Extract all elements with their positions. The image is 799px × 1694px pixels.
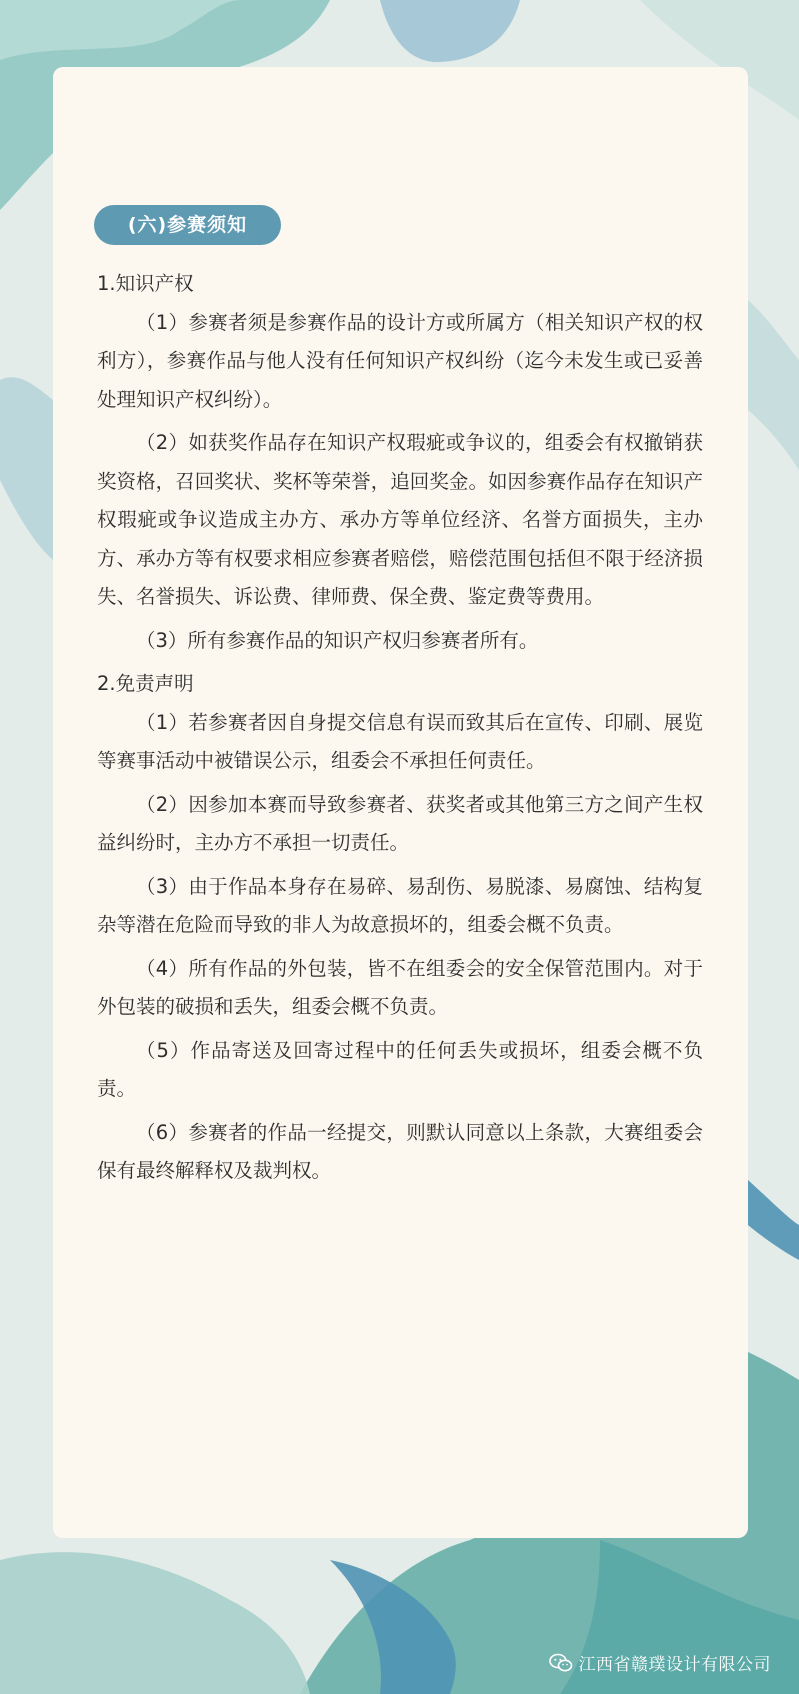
section-title-pill: (六)参赛须知: [94, 205, 281, 245]
section-heading: 2.免责声明: [97, 672, 194, 695]
paragraph: （3）由于作品本身存在易碎、易刮伤、易脱漆、易腐蚀、结构复杂等潜在危险而导致的非人为故意损坏的，组委会概不负责。: [97, 874, 703, 936]
paragraph: （5）作品寄送及回寄过程中的任何丢失或损坏，组委会概不负责。: [97, 1038, 703, 1100]
account-name: 江西省赣璞设计有限公司: [578, 1655, 771, 1675]
paragraph: （2）因参加本赛而导致参赛者、获奖者或其他第三方之间产生权益纠纷时，主办方不承担一切责任。: [97, 792, 703, 854]
wechat-icon: [549, 1653, 573, 1673]
paragraph: （4）所有作品的外包装，皆不在组委会的安全保管范围内。对于外包装的破损和丢失，组委会概不负责。: [97, 956, 703, 1018]
footer-watermark: [549, 1650, 772, 1675]
section-disclaimer: [97, 665, 703, 1191]
notice-content: [97, 265, 703, 1196]
paragraph: （1）参赛者须是参赛作品的设计方或所属方（相关知识产权的权利方），参赛作品与他人没有任何知识产权纠纷（迄今未发生或已妥善处理知识产权纠纷）。: [97, 310, 703, 411]
section-heading: 1.知识产权: [97, 272, 194, 295]
paragraph: （6）参赛者的作品一经提交，则默认同意以上条款，大赛组委会保有最终解释权及裁判权。: [97, 1120, 703, 1182]
paragraph: （2）如获奖作品存在知识产权瑕疵或争议的，组委会有权撤销获奖资格，召回奖状、奖杯等荣誉，追回奖金。如因参赛作品存在知识产权瑕疵或争议造成主办方、承办方等单位经济、名誉方面损失，主办方、承办方等有权要求相应参赛者赔偿，赔偿范围包括但不限于经济损失、名誉损失、诉讼费、律师费、保全费、鉴定费等费用。: [97, 431, 703, 608]
paragraph: （3）所有参赛作品的知识产权归参赛者所有。: [136, 628, 539, 652]
paragraph: （1）若参赛者因自身提交信息有误而致其后在宣传、印刷、展览等赛事活动中被错误公示，组委会不承担任何责任。: [97, 710, 703, 772]
content-card: [53, 67, 748, 1538]
section-ip: [97, 265, 703, 660]
